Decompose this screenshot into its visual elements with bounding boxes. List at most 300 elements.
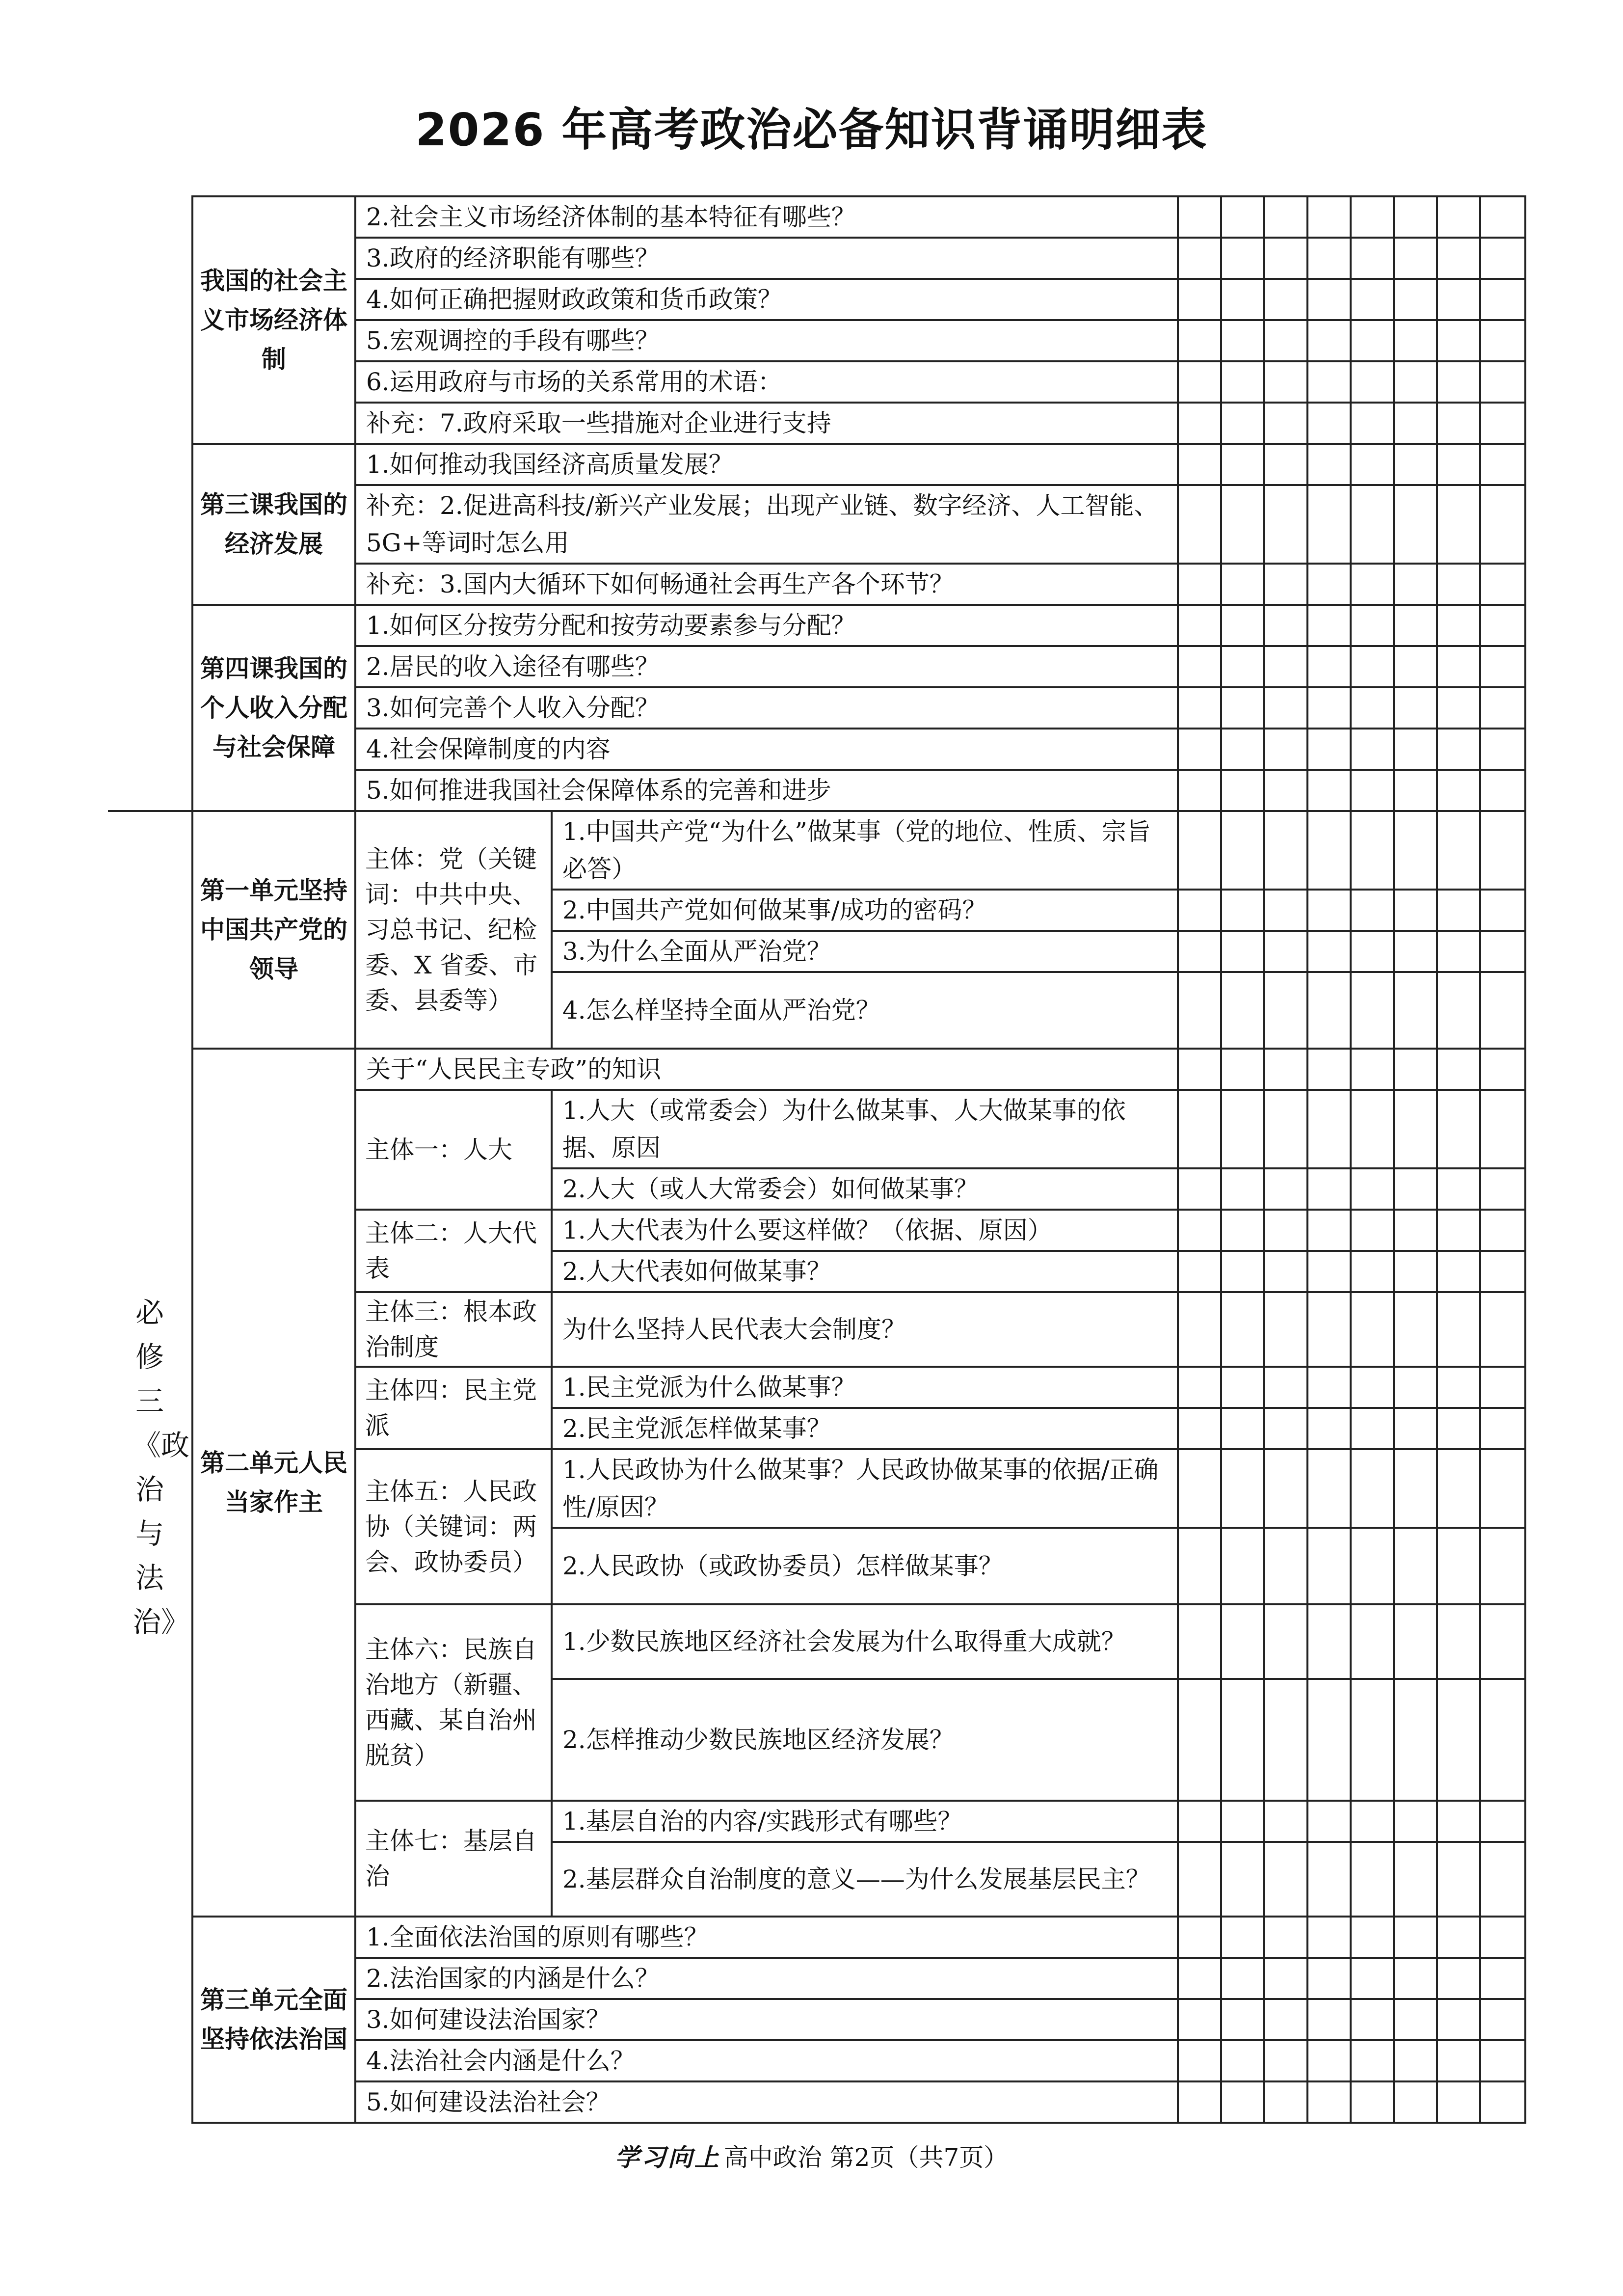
check-cell[interactable] <box>1394 361 1437 403</box>
check-cell[interactable] <box>1221 931 1264 972</box>
check-cell[interactable] <box>1351 1999 1394 2040</box>
check-cell[interactable] <box>1307 1604 1351 1679</box>
check-cell[interactable] <box>1178 320 1221 361</box>
check-cell[interactable] <box>1394 238 1437 279</box>
check-cell[interactable] <box>1351 485 1394 564</box>
check-cell[interactable] <box>1221 196 1264 238</box>
check-cell[interactable] <box>1307 238 1351 279</box>
check-cell[interactable] <box>1178 1049 1221 1090</box>
check-cell[interactable] <box>1178 279 1221 320</box>
check-cell[interactable] <box>1307 1999 1351 2040</box>
check-cell[interactable] <box>1394 444 1437 485</box>
check-cell[interactable] <box>1394 1958 1437 1999</box>
check-cell[interactable] <box>1307 1168 1351 1210</box>
check-cell[interactable] <box>1264 972 1307 1049</box>
check-cell[interactable] <box>1351 1049 1394 1090</box>
check-cell[interactable] <box>1178 972 1221 1049</box>
check-cell[interactable] <box>1264 1679 1307 1801</box>
check-cell[interactable] <box>1264 320 1307 361</box>
check-cell[interactable] <box>1480 2040 1525 2081</box>
check-cell[interactable] <box>1480 1367 1525 1408</box>
check-cell[interactable] <box>1178 729 1221 770</box>
check-cell[interactable] <box>1480 2081 1525 2123</box>
check-cell[interactable] <box>1351 279 1394 320</box>
check-cell[interactable] <box>1221 1251 1264 1292</box>
check-cell[interactable] <box>1307 770 1351 811</box>
check-cell[interactable] <box>1437 1842 1480 1917</box>
check-cell[interactable] <box>1307 485 1351 564</box>
check-cell[interactable] <box>1394 811 1437 890</box>
check-cell[interactable] <box>1394 1367 1437 1408</box>
check-cell[interactable] <box>1480 605 1525 646</box>
check-cell[interactable] <box>1394 1528 1437 1604</box>
check-cell[interactable] <box>1394 770 1437 811</box>
check-cell[interactable] <box>1480 1528 1525 1604</box>
check-cell[interactable] <box>1437 1999 1480 2040</box>
check-cell[interactable] <box>1394 1679 1437 1801</box>
check-cell[interactable] <box>1437 646 1480 687</box>
check-cell[interactable] <box>1221 605 1264 646</box>
check-cell[interactable] <box>1264 1917 1307 1958</box>
check-cell[interactable] <box>1437 1090 1480 1168</box>
check-cell[interactable] <box>1264 1528 1307 1604</box>
check-cell[interactable] <box>1264 931 1307 972</box>
check-cell[interactable] <box>1437 1292 1480 1367</box>
check-cell[interactable] <box>1307 1090 1351 1168</box>
check-cell[interactable] <box>1351 1408 1394 1449</box>
check-cell[interactable] <box>1307 320 1351 361</box>
check-cell[interactable] <box>1307 1367 1351 1408</box>
check-cell[interactable] <box>1264 811 1307 890</box>
check-cell[interactable] <box>1221 890 1264 931</box>
check-cell[interactable] <box>1480 687 1525 729</box>
check-cell[interactable] <box>1351 1801 1394 1842</box>
check-cell[interactable] <box>1394 972 1437 1049</box>
check-cell[interactable] <box>1437 1168 1480 1210</box>
check-cell[interactable] <box>1264 196 1307 238</box>
check-cell[interactable] <box>1394 1049 1437 1090</box>
check-cell[interactable] <box>1221 564 1264 605</box>
check-cell[interactable] <box>1351 1168 1394 1210</box>
check-cell[interactable] <box>1307 1210 1351 1251</box>
check-cell[interactable] <box>1264 890 1307 931</box>
check-cell[interactable] <box>1437 1528 1480 1604</box>
check-cell[interactable] <box>1480 485 1525 564</box>
check-cell[interactable] <box>1264 444 1307 485</box>
check-cell[interactable] <box>1351 1367 1394 1408</box>
check-cell[interactable] <box>1178 931 1221 972</box>
check-cell[interactable] <box>1221 1408 1264 1449</box>
check-cell[interactable] <box>1178 238 1221 279</box>
check-cell[interactable] <box>1351 1449 1394 1528</box>
check-cell[interactable] <box>1480 1049 1525 1090</box>
check-cell[interactable] <box>1307 931 1351 972</box>
check-cell[interactable] <box>1480 1449 1525 1528</box>
check-cell[interactable] <box>1480 361 1525 403</box>
check-cell[interactable] <box>1480 811 1525 890</box>
check-cell[interactable] <box>1351 1842 1394 1917</box>
check-cell[interactable] <box>1307 605 1351 646</box>
check-cell[interactable] <box>1264 279 1307 320</box>
check-cell[interactable] <box>1351 1917 1394 1958</box>
check-cell[interactable] <box>1221 1528 1264 1604</box>
check-cell[interactable] <box>1307 1449 1351 1528</box>
check-cell[interactable] <box>1351 361 1394 403</box>
check-cell[interactable] <box>1264 1168 1307 1210</box>
check-cell[interactable] <box>1480 1679 1525 1801</box>
check-cell[interactable] <box>1307 1408 1351 1449</box>
check-cell[interactable] <box>1178 1999 1221 2040</box>
check-cell[interactable] <box>1178 1958 1221 1999</box>
check-cell[interactable] <box>1178 646 1221 687</box>
check-cell[interactable] <box>1307 564 1351 605</box>
check-cell[interactable] <box>1307 361 1351 403</box>
check-cell[interactable] <box>1437 1917 1480 1958</box>
check-cell[interactable] <box>1437 403 1480 444</box>
check-cell[interactable] <box>1264 1049 1307 1090</box>
check-cell[interactable] <box>1221 1367 1264 1408</box>
check-cell[interactable] <box>1394 1917 1437 1958</box>
check-cell[interactable] <box>1351 1251 1394 1292</box>
check-cell[interactable] <box>1351 2081 1394 2123</box>
check-cell[interactable] <box>1264 1251 1307 1292</box>
check-cell[interactable] <box>1480 1999 1525 2040</box>
check-cell[interactable] <box>1178 1917 1221 1958</box>
check-cell[interactable] <box>1221 1049 1264 1090</box>
check-cell[interactable] <box>1264 1999 1307 2040</box>
check-cell[interactable] <box>1394 564 1437 605</box>
check-cell[interactable] <box>1351 729 1394 770</box>
check-cell[interactable] <box>1264 1801 1307 1842</box>
check-cell[interactable] <box>1178 687 1221 729</box>
check-cell[interactable] <box>1480 1168 1525 1210</box>
check-cell[interactable] <box>1480 1604 1525 1679</box>
check-cell[interactable] <box>1221 1917 1264 1958</box>
check-cell[interactable] <box>1437 1604 1480 1679</box>
check-cell[interactable] <box>1307 729 1351 770</box>
check-cell[interactable] <box>1437 1251 1480 1292</box>
check-cell[interactable] <box>1221 687 1264 729</box>
check-cell[interactable] <box>1351 1679 1394 1801</box>
check-cell[interactable] <box>1351 1528 1394 1604</box>
check-cell[interactable] <box>1394 279 1437 320</box>
check-cell[interactable] <box>1351 564 1394 605</box>
check-cell[interactable] <box>1394 1999 1437 2040</box>
check-cell[interactable] <box>1351 931 1394 972</box>
check-cell[interactable] <box>1307 279 1351 320</box>
check-cell[interactable] <box>1178 1367 1221 1408</box>
check-cell[interactable] <box>1221 1999 1264 2040</box>
check-cell[interactable] <box>1307 687 1351 729</box>
check-cell[interactable] <box>1480 1958 1525 1999</box>
check-cell[interactable] <box>1178 361 1221 403</box>
check-cell[interactable] <box>1394 403 1437 444</box>
check-cell[interactable] <box>1437 2081 1480 2123</box>
check-cell[interactable] <box>1264 564 1307 605</box>
check-cell[interactable] <box>1351 238 1394 279</box>
check-cell[interactable] <box>1178 1679 1221 1801</box>
check-cell[interactable] <box>1307 890 1351 931</box>
check-cell[interactable] <box>1437 320 1480 361</box>
check-cell[interactable] <box>1178 1251 1221 1292</box>
check-cell[interactable] <box>1480 564 1525 605</box>
check-cell[interactable] <box>1480 1408 1525 1449</box>
check-cell[interactable] <box>1178 1528 1221 1604</box>
check-cell[interactable] <box>1480 1090 1525 1168</box>
check-cell[interactable] <box>1264 1210 1307 1251</box>
check-cell[interactable] <box>1221 646 1264 687</box>
check-cell[interactable] <box>1307 2081 1351 2123</box>
check-cell[interactable] <box>1221 1842 1264 1917</box>
check-cell[interactable] <box>1178 1408 1221 1449</box>
check-cell[interactable] <box>1394 196 1437 238</box>
check-cell[interactable] <box>1178 564 1221 605</box>
check-cell[interactable] <box>1221 811 1264 890</box>
check-cell[interactable] <box>1394 1408 1437 1449</box>
check-cell[interactable] <box>1437 1679 1480 1801</box>
check-cell[interactable] <box>1264 2081 1307 2123</box>
check-cell[interactable] <box>1394 1449 1437 1528</box>
check-cell[interactable] <box>1394 1090 1437 1168</box>
check-cell[interactable] <box>1221 361 1264 403</box>
check-cell[interactable] <box>1264 1958 1307 1999</box>
check-cell[interactable] <box>1264 1449 1307 1528</box>
check-cell[interactable] <box>1394 890 1437 931</box>
check-cell[interactable] <box>1264 605 1307 646</box>
check-cell[interactable] <box>1437 361 1480 403</box>
check-cell[interactable] <box>1264 2040 1307 2081</box>
check-cell[interactable] <box>1394 1251 1437 1292</box>
check-cell[interactable] <box>1480 1251 1525 1292</box>
check-cell[interactable] <box>1394 485 1437 564</box>
check-cell[interactable] <box>1351 1090 1394 1168</box>
check-cell[interactable] <box>1394 320 1437 361</box>
check-cell[interactable] <box>1264 646 1307 687</box>
check-cell[interactable] <box>1221 1958 1264 1999</box>
check-cell[interactable] <box>1351 1292 1394 1367</box>
check-cell[interactable] <box>1437 444 1480 485</box>
check-cell[interactable] <box>1480 444 1525 485</box>
check-cell[interactable] <box>1307 972 1351 1049</box>
check-cell[interactable] <box>1480 1842 1525 1917</box>
check-cell[interactable] <box>1307 1049 1351 1090</box>
check-cell[interactable] <box>1437 1449 1480 1528</box>
check-cell[interactable] <box>1264 770 1307 811</box>
check-cell[interactable] <box>1307 811 1351 890</box>
check-cell[interactable] <box>1307 403 1351 444</box>
check-cell[interactable] <box>1178 1210 1221 1251</box>
check-cell[interactable] <box>1351 1210 1394 1251</box>
check-cell[interactable] <box>1394 729 1437 770</box>
check-cell[interactable] <box>1437 1210 1480 1251</box>
check-cell[interactable] <box>1178 1168 1221 1210</box>
check-cell[interactable] <box>1394 646 1437 687</box>
check-cell[interactable] <box>1264 238 1307 279</box>
check-cell[interactable] <box>1178 2081 1221 2123</box>
check-cell[interactable] <box>1221 1210 1264 1251</box>
check-cell[interactable] <box>1264 1090 1307 1168</box>
check-cell[interactable] <box>1264 1367 1307 1408</box>
check-cell[interactable] <box>1351 811 1394 890</box>
check-cell[interactable] <box>1221 1604 1264 1679</box>
check-cell[interactable] <box>1351 1958 1394 1999</box>
check-cell[interactable] <box>1480 729 1525 770</box>
check-cell[interactable] <box>1351 403 1394 444</box>
brand-logo: 学习向上 <box>614 2143 721 2172</box>
check-cell[interactable] <box>1264 1408 1307 1449</box>
check-cell[interactable] <box>1437 890 1480 931</box>
check-cell[interactable] <box>1264 729 1307 770</box>
check-cell[interactable] <box>1480 646 1525 687</box>
check-cell[interactable] <box>1437 238 1480 279</box>
check-cell[interactable] <box>1480 931 1525 972</box>
check-cell[interactable] <box>1480 279 1525 320</box>
check-cell[interactable] <box>1307 1801 1351 1842</box>
check-cell[interactable] <box>1480 972 1525 1049</box>
check-cell[interactable] <box>1221 1292 1264 1367</box>
question-cell: 5.如何建设法治社会？ <box>355 2081 1178 2123</box>
check-cell[interactable] <box>1178 485 1221 564</box>
check-cell[interactable] <box>1178 403 1221 444</box>
check-cell[interactable] <box>1394 1842 1437 1917</box>
check-cell[interactable] <box>1351 444 1394 485</box>
check-cell[interactable] <box>1307 2040 1351 2081</box>
question-cell: 1.人大（或常委会）为什么做某事、人大做某事的依据、原因 <box>552 1090 1178 1168</box>
check-cell[interactable] <box>1437 770 1480 811</box>
check-cell[interactable] <box>1221 238 1264 279</box>
check-cell[interactable] <box>1178 770 1221 811</box>
check-cell[interactable] <box>1437 605 1480 646</box>
check-cell[interactable] <box>1221 972 1264 1049</box>
check-cell[interactable] <box>1307 1251 1351 1292</box>
check-cell[interactable] <box>1394 1801 1437 1842</box>
check-cell[interactable] <box>1351 687 1394 729</box>
check-cell[interactable] <box>1437 972 1480 1049</box>
check-cell[interactable] <box>1178 1292 1221 1367</box>
check-cell[interactable] <box>1394 1604 1437 1679</box>
check-cell[interactable] <box>1437 729 1480 770</box>
check-cell[interactable] <box>1307 646 1351 687</box>
check-cell[interactable] <box>1178 196 1221 238</box>
check-cell[interactable] <box>1437 485 1480 564</box>
check-cell[interactable] <box>1480 320 1525 361</box>
check-cell[interactable] <box>1437 1049 1480 1090</box>
check-cell[interactable] <box>1437 931 1480 972</box>
check-cell[interactable] <box>1264 687 1307 729</box>
check-cell[interactable] <box>1264 1842 1307 1917</box>
check-cell[interactable] <box>1351 890 1394 931</box>
check-cell[interactable] <box>1178 1801 1221 1842</box>
check-cell[interactable] <box>1264 485 1307 564</box>
check-cell[interactable] <box>1437 1367 1480 1408</box>
check-cell[interactable] <box>1221 2040 1264 2081</box>
check-cell[interactable] <box>1221 1449 1264 1528</box>
check-cell[interactable] <box>1351 605 1394 646</box>
check-cell[interactable] <box>1178 890 1221 931</box>
check-cell[interactable] <box>1480 1292 1525 1367</box>
check-cell[interactable] <box>1480 1801 1525 1842</box>
check-cell[interactable] <box>1307 1917 1351 1958</box>
check-cell[interactable] <box>1351 320 1394 361</box>
check-cell[interactable] <box>1437 1801 1480 1842</box>
check-cell[interactable] <box>1394 1292 1437 1367</box>
check-cell[interactable] <box>1221 320 1264 361</box>
check-cell[interactable] <box>1178 444 1221 485</box>
check-cell[interactable] <box>1351 972 1394 1049</box>
check-cell[interactable] <box>1437 811 1480 890</box>
check-cell[interactable] <box>1264 1604 1307 1679</box>
check-cell[interactable] <box>1221 729 1264 770</box>
check-cell[interactable] <box>1437 1408 1480 1449</box>
check-cell[interactable] <box>1437 2040 1480 2081</box>
check-cell[interactable] <box>1178 1090 1221 1168</box>
check-cell[interactable] <box>1221 2081 1264 2123</box>
check-cell[interactable] <box>1480 1210 1525 1251</box>
check-cell[interactable] <box>1221 1679 1264 1801</box>
check-cell[interactable] <box>1221 279 1264 320</box>
check-cell[interactable] <box>1351 1604 1394 1679</box>
check-cell[interactable] <box>1221 1168 1264 1210</box>
check-cell[interactable] <box>1351 2040 1394 2081</box>
check-cell[interactable] <box>1178 605 1221 646</box>
check-cell[interactable] <box>1178 2040 1221 2081</box>
check-cell[interactable] <box>1437 279 1480 320</box>
check-cell[interactable] <box>1221 1090 1264 1168</box>
check-cell[interactable] <box>1307 1528 1351 1604</box>
check-cell[interactable] <box>1178 811 1221 890</box>
check-cell[interactable] <box>1307 196 1351 238</box>
check-cell[interactable] <box>1221 770 1264 811</box>
check-cell[interactable] <box>1264 1292 1307 1367</box>
check-cell[interactable] <box>1394 2081 1437 2123</box>
check-cell[interactable] <box>1221 1801 1264 1842</box>
check-cell[interactable] <box>1480 890 1525 931</box>
check-cell[interactable] <box>1178 1449 1221 1528</box>
question-cell: 2.人大代表如何做某事？ <box>552 1251 1178 1292</box>
check-cell[interactable] <box>1351 646 1394 687</box>
check-cell[interactable] <box>1351 196 1394 238</box>
check-cell[interactable] <box>1480 403 1525 444</box>
check-cell[interactable] <box>1307 1292 1351 1367</box>
check-cell[interactable] <box>1307 444 1351 485</box>
check-cell[interactable] <box>1480 238 1525 279</box>
check-cell[interactable] <box>1351 770 1394 811</box>
check-cell[interactable] <box>1394 2040 1437 2081</box>
check-cell[interactable] <box>1394 931 1437 972</box>
check-cell[interactable] <box>1307 1958 1351 1999</box>
check-cell[interactable] <box>1437 564 1480 605</box>
check-cell[interactable] <box>1178 1604 1221 1679</box>
check-cell[interactable] <box>1394 605 1437 646</box>
check-cell[interactable] <box>1307 1679 1351 1801</box>
check-cell[interactable] <box>1437 1958 1480 1999</box>
check-cell[interactable] <box>1264 403 1307 444</box>
check-cell[interactable] <box>1178 1842 1221 1917</box>
check-cell[interactable] <box>1437 196 1480 238</box>
check-cell[interactable] <box>1264 361 1307 403</box>
check-cell[interactable] <box>1480 1917 1525 1958</box>
check-cell[interactable] <box>1221 403 1264 444</box>
check-cell[interactable] <box>1480 770 1525 811</box>
check-cell[interactable] <box>1394 687 1437 729</box>
check-cell[interactable] <box>1480 196 1525 238</box>
check-cell[interactable] <box>1221 444 1264 485</box>
check-cell[interactable] <box>1394 1168 1437 1210</box>
check-cell[interactable] <box>1221 485 1264 564</box>
check-cell[interactable] <box>1394 1210 1437 1251</box>
check-cell[interactable] <box>1307 1842 1351 1917</box>
check-cell[interactable] <box>1437 687 1480 729</box>
